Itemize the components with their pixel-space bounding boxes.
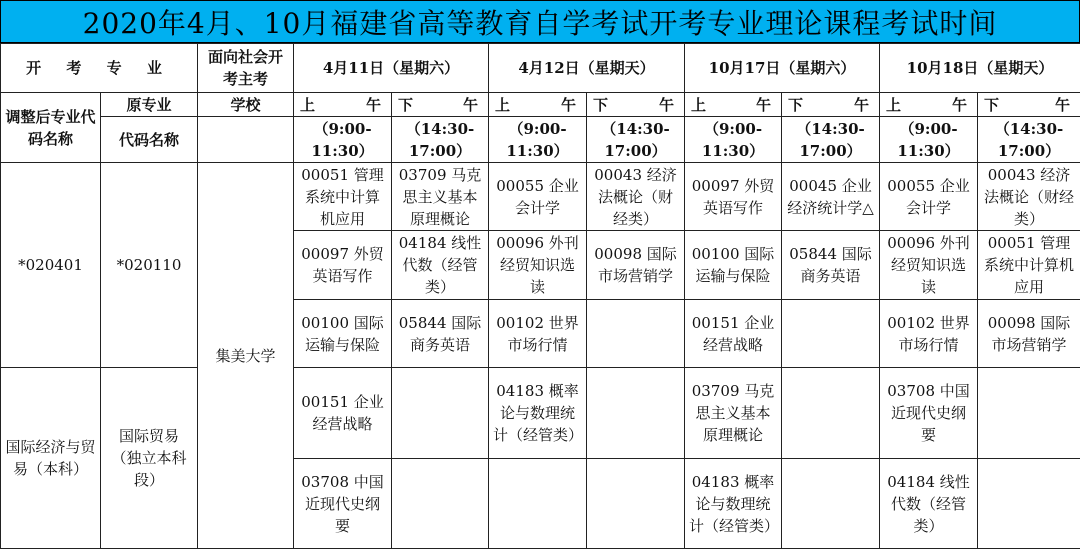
header-date-3: 10月17日（星期六） [685, 44, 880, 93]
course-cell: 00043 经济法概论（财经类） [978, 163, 1080, 231]
course-cell: 00097 外贸英语写作 [294, 231, 392, 300]
time-pm: （14:30-17:00） [392, 117, 489, 163]
course-cell: 04184 线性代数（经管类） [392, 231, 489, 300]
course-cell: 00098 国际市场营销学 [978, 300, 1080, 368]
course-cell: 03708 中国近现代史纲要 [880, 368, 978, 459]
table-row [1, 163, 1080, 231]
major-adjusted-name: 国际经济与贸易（本科） [1, 368, 101, 549]
course-cell: 00151 企业经营战略 [685, 300, 782, 368]
course-cell: 00055 企业会计学 [489, 163, 587, 231]
course-cell: 00043 经济法概论（财经类） [587, 163, 685, 231]
course-cell: 00100 国际运输与保险 [685, 231, 782, 300]
course-cell [587, 459, 685, 549]
time-pm: （14:30-17:00） [978, 117, 1080, 163]
course-cell: 00055 企业会计学 [880, 163, 978, 231]
course-cell [978, 368, 1080, 459]
session-pm: 下 午 [978, 93, 1080, 117]
page-title: 2020年4月、10月福建省高等教育自学考试开考专业理论课程考试时间 [0, 0, 1080, 43]
header-row-dates [1, 44, 1080, 93]
major-adjusted-code: *020401 [1, 163, 101, 368]
session-pm: 下 午 [392, 93, 489, 117]
table-row [1, 368, 1080, 459]
course-cell: 00096 外刊经贸知识选读 [489, 231, 587, 300]
course-cell [489, 459, 587, 549]
course-cell: 00097 外贸英语写作 [685, 163, 782, 231]
header-school-blank [198, 117, 294, 163]
course-cell: 00102 世界市场行情 [880, 300, 978, 368]
course-cell: 05844 国际商务英语 [782, 231, 880, 300]
time-pm: （14:30-17:00） [587, 117, 685, 163]
course-cell: 03708 中国近现代史纲要 [294, 459, 392, 549]
time-pm: （14:30-17:00） [782, 117, 880, 163]
time-am: （9:00-11:30） [685, 117, 782, 163]
school-name: 集美大学 [198, 163, 294, 549]
course-cell [392, 368, 489, 459]
course-cell [392, 459, 489, 549]
course-cell: 00051 管理系统中计算机应用 [978, 231, 1080, 300]
session-pm: 下 午 [782, 93, 880, 117]
header-adjusted-code: 调整后专业代码名称 [1, 93, 101, 163]
time-am: （9:00-11:30） [294, 117, 392, 163]
session-pm: 下 午 [587, 93, 685, 117]
course-cell: 00096 外刊经贸知识选读 [880, 231, 978, 300]
time-am: （9:00-11:30） [489, 117, 587, 163]
session-am: 上 午 [880, 93, 978, 117]
course-cell: 00045 企业经济统计学△ [782, 163, 880, 231]
header-row-time [1, 117, 1080, 163]
course-cell: 03709 马克思主义基本原理概论 [685, 368, 782, 459]
course-cell: 05844 国际商务英语 [392, 300, 489, 368]
session-am: 上 午 [489, 93, 587, 117]
course-cell: 00102 世界市场行情 [489, 300, 587, 368]
session-am: 上 午 [294, 93, 392, 117]
course-cell: 03709 马克思主义基本原理概论 [392, 163, 489, 231]
header-original-code: 代码名称 [101, 117, 198, 163]
time-am: （9:00-11:30） [880, 117, 978, 163]
header-row-session [1, 93, 1080, 117]
course-cell: 00151 企业经营战略 [294, 368, 392, 459]
header-date-2: 4月12日（星期天） [489, 44, 685, 93]
session-am: 上 午 [685, 93, 782, 117]
course-cell [782, 459, 880, 549]
header-school: 学校 [198, 93, 294, 117]
course-cell: 00051 管理系统中计算机应用 [294, 163, 392, 231]
course-cell: 04183 概率论与数理统计（经管类） [685, 459, 782, 549]
course-cell [782, 368, 880, 459]
major-original-name: 国际贸易（独立本科段） [101, 368, 198, 549]
major-original-code: *020110 [101, 163, 198, 368]
course-cell: 00100 国际运输与保险 [294, 300, 392, 368]
course-cell [587, 368, 685, 459]
header-major: 开 考 专 业 [1, 44, 198, 93]
course-cell [978, 459, 1080, 549]
course-cell [587, 300, 685, 368]
course-cell: 00098 国际市场营销学 [587, 231, 685, 300]
course-cell [782, 300, 880, 368]
header-date-1: 4月11日（星期六） [294, 44, 489, 93]
course-cell: 04184 线性代数（经管类） [880, 459, 978, 549]
header-date-4: 10月18日（星期天） [880, 44, 1080, 93]
schedule-table [0, 43, 1080, 549]
course-cell: 04183 概率论与数理统计（经管类） [489, 368, 587, 459]
header-original-major: 原专业 [101, 93, 198, 117]
header-orientation: 面向社会开考主考 [198, 44, 294, 93]
